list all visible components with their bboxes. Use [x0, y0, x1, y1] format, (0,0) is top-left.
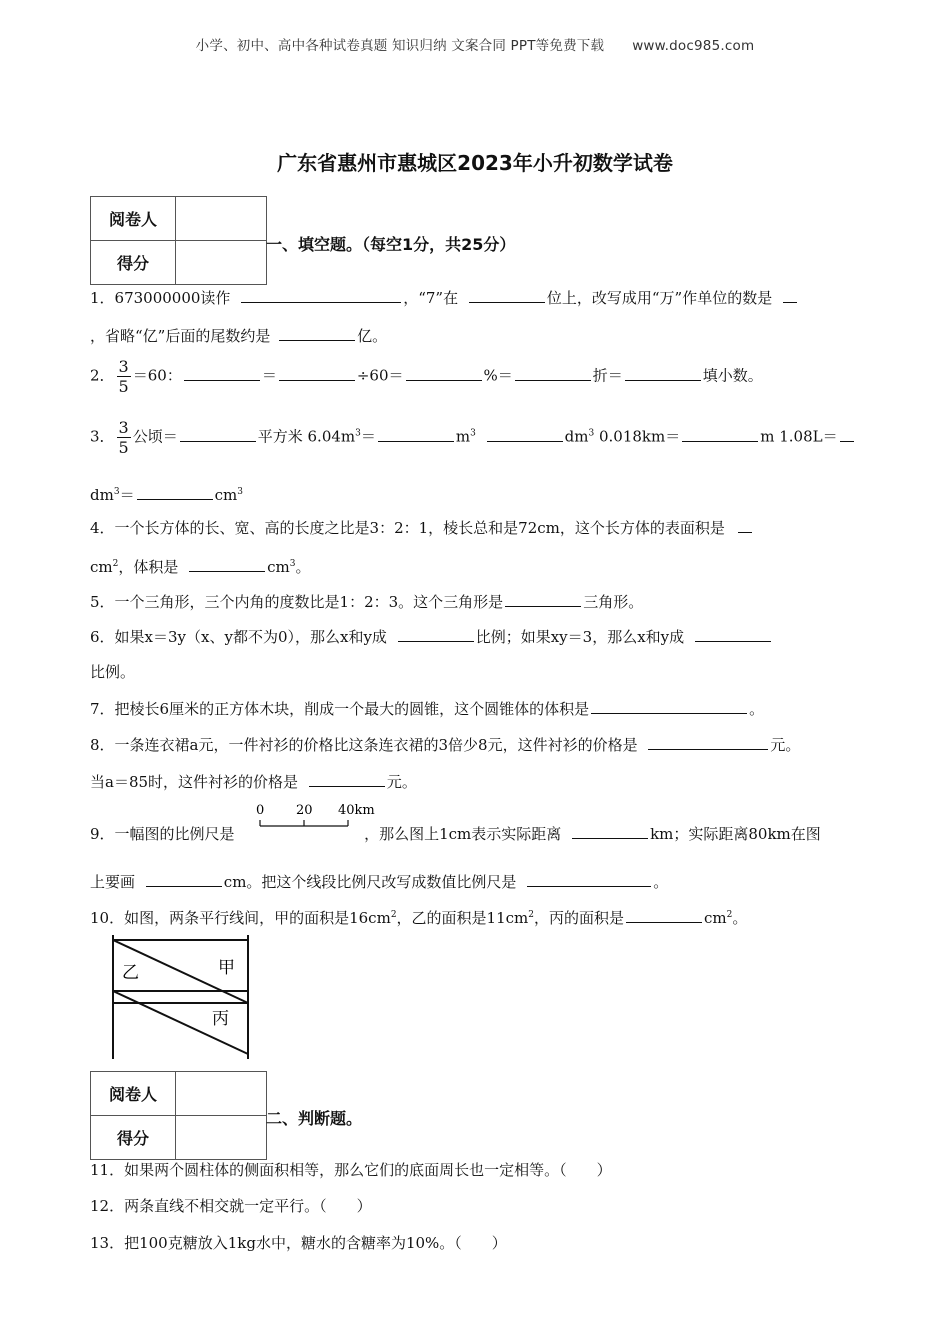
fig-label-bing: 丙	[212, 1009, 229, 1029]
fig-label-jia: 甲	[218, 958, 235, 978]
q2-fraction	[117, 357, 131, 396]
q6-text-b: 比例；如果xy＝3，那么x和y成	[475, 628, 685, 646]
q2-fraction-numerator: 3	[118, 357, 129, 376]
q9-text-c: km；实际距离80km在图	[650, 825, 821, 843]
q1-text-a: 1．673000000读作	[90, 289, 231, 307]
score-table-2	[90, 1071, 267, 1160]
q3-blank-4[interactable]	[682, 426, 758, 442]
q9-text-a: 9．一幅图的比例尺是	[90, 825, 235, 843]
section2-title: 二、判断题。	[266, 1109, 363, 1128]
q3-text-f: 0.018km＝	[594, 427, 681, 446]
q1-text-e: 亿。	[357, 327, 388, 345]
q2-fraction-denominator: 5	[118, 377, 129, 396]
q3-text-a: 公顷＝	[132, 427, 178, 446]
q10-sup-3: 2	[726, 910, 733, 920]
question-1-line1	[90, 287, 799, 308]
q3-sup-1: 3	[355, 428, 361, 439]
scale-label-40: 40km	[338, 803, 375, 818]
score-cell	[176, 241, 267, 285]
q3-blank-2[interactable]	[378, 426, 454, 442]
q8-text-b: 元。	[770, 736, 801, 754]
q4-text-c: ，体积是	[118, 558, 179, 576]
q2-text-d: %＝	[483, 366, 513, 385]
q2-blank-3[interactable]	[406, 365, 482, 381]
reviewer-label: 阅卷人	[91, 197, 176, 241]
q1-blank-1[interactable]	[241, 287, 401, 303]
q4-blank-1[interactable]	[738, 517, 752, 533]
q2-blank-1[interactable]	[184, 365, 260, 381]
q10-blank-1[interactable]	[626, 907, 702, 923]
q3-text-b: 平方米 6.04m	[257, 427, 356, 446]
q3-text-e: dm	[564, 427, 589, 446]
question-13: 13．把100克糖放入1kg水中，糖水的含糖率为10%。（ ）	[90, 1234, 507, 1252]
header-text: 小学、初中、高中各种试卷真题 知识归纳 文案合同 PPT等免费下载	[195, 38, 605, 54]
q4-blank-2[interactable]	[189, 556, 265, 572]
q6-blank-1[interactable]	[398, 626, 474, 642]
q8-blank-2[interactable]	[309, 771, 385, 787]
q3-number: 3．	[90, 427, 115, 446]
q6-text-a: 6．如果x＝3y（x、y都不为0），那么x和y成	[90, 628, 387, 646]
q8-text-a: 8．一条连衣裙a元，一件衬衫的价格比这条连衣裙的3倍少8元，这件衬衫的价格是	[90, 736, 638, 754]
q2-blank-4[interactable]	[515, 365, 591, 381]
q9-text-b: ，那么图上1cm表示实际距离	[364, 825, 562, 843]
q3-fraction-denominator: 5	[118, 438, 129, 457]
q3-blank-5[interactable]	[840, 426, 854, 442]
section1-title: 一、填空题。（每空1分，共25分）	[266, 235, 516, 254]
question-6-line2	[90, 662, 135, 682]
question-8-line1	[90, 734, 800, 755]
question-3-line2	[90, 482, 243, 505]
score-cell-2	[176, 1116, 267, 1160]
q3-fraction	[117, 418, 131, 457]
question-6-line1	[90, 626, 773, 647]
scale-label-20: 20	[296, 803, 313, 818]
q2-number: 2．	[90, 366, 115, 385]
question-1-line2	[90, 325, 387, 346]
reviewer-cell-2	[176, 1072, 267, 1116]
q8-blank-1[interactable]	[648, 734, 768, 750]
question-10	[90, 905, 747, 928]
q1-text-d: ，省略“亿”后面的尾数约是	[90, 327, 271, 345]
question-9-line2	[90, 871, 668, 892]
question-5	[90, 591, 643, 612]
q4-sup-1: 2	[112, 559, 119, 569]
q3-sup-5: 3	[237, 487, 243, 497]
q9-scale-bar	[255, 800, 385, 834]
question-9-line1	[90, 819, 821, 844]
q3-blank-6[interactable]	[137, 484, 213, 500]
q1-text-b: ，“7”在	[403, 289, 459, 307]
header-site: www.doc985.com	[632, 38, 755, 54]
q4-text-b: cm	[90, 558, 113, 576]
q3-text-g: m 1.08L＝	[760, 427, 838, 446]
q10-figure	[108, 935, 256, 1061]
q10-sup-2: 2	[528, 910, 534, 920]
score-label: 得分	[91, 241, 176, 285]
q3-text-c: ＝	[360, 427, 376, 446]
q6-blank-2[interactable]	[695, 626, 771, 642]
q5-blank-1[interactable]	[505, 591, 581, 607]
question-4-line2: $cm^2$，体积是 $cm^3$。	[90, 558, 311, 576]
q8-text-d: 元。	[386, 773, 417, 791]
scale-label-0: 0	[256, 803, 265, 818]
q4-text-e: 。	[295, 558, 311, 576]
q1-blank-2[interactable]	[469, 287, 545, 303]
q9-blank-1[interactable]	[572, 823, 648, 839]
q2-blank-5[interactable]	[625, 365, 701, 381]
question-4-line1	[90, 517, 754, 538]
q7-blank-1[interactable]	[591, 698, 747, 714]
q5-text-b: 三角形。	[583, 593, 644, 611]
q1-blank-3[interactable]	[783, 287, 797, 303]
q7-text-b: 。	[749, 700, 765, 718]
q9-blank-2[interactable]	[146, 871, 222, 887]
question-12: 12．两条直线不相交就一定平行。（ ）	[90, 1197, 372, 1215]
q3-text-j: cm	[214, 486, 238, 504]
q10-text-b: ，乙的面积是11cm	[396, 909, 529, 927]
q10-text-e: 。	[732, 909, 748, 927]
q6-text-c: 比例。	[90, 663, 136, 681]
q3-text-h: dm	[90, 486, 114, 504]
q9-text-e: cm。把这个线段比例尺改写成数值比例尺是	[223, 873, 517, 891]
score-label-2: 得分	[91, 1116, 176, 1160]
q8-text-c: 当a＝85时，这件衬衫的价格是	[90, 773, 299, 791]
q4-text-d: cm	[267, 558, 290, 576]
q10-text-d: cm	[704, 909, 727, 927]
score-table-1	[90, 196, 267, 285]
question-11: 11．如果两个圆柱体的侧面积相等，那么它们的底面周长也一定相等。（ ）	[90, 1161, 612, 1179]
q10-sup-1: 2	[390, 910, 397, 920]
q3-fraction-numerator: 3	[118, 418, 129, 437]
q9-blank-3[interactable]	[527, 871, 651, 887]
q2-text-f: 填小数。	[702, 366, 763, 385]
q2-blank-2[interactable]	[279, 365, 355, 381]
q2-text-e: 折＝	[592, 366, 623, 385]
q2-text-b: ＝	[261, 366, 277, 385]
q3-sup-4: 3	[113, 487, 120, 497]
q3-sup-3: 3	[588, 428, 595, 439]
reviewer-label-2: 阅卷人	[91, 1072, 176, 1116]
q10-text-c: ，丙的面积是	[534, 909, 625, 927]
fig-label-yi: 乙	[122, 963, 139, 983]
q2-text-c: ÷60＝	[356, 366, 404, 385]
q5-text-a: 5．一个三角形，三个内角的度数比是1：2：3。这个三角形是	[90, 593, 504, 611]
q9-text-f: 。	[653, 873, 669, 891]
page-title: 广东省惠州市惠城区2023年小升初数学试卷	[277, 151, 673, 175]
q1-text-c: 位上，改写成用“万”作单位的数是	[546, 289, 773, 307]
question-2	[90, 357, 763, 396]
q10-text-a: 10．如图，两条平行线间，甲的面积是16cm	[90, 909, 391, 927]
q2-text-a: ＝60：	[132, 366, 182, 385]
q3-text-d: m	[455, 427, 471, 446]
q7-text-a: 7．把棱长6厘米的正方体木块，削成一个最大的圆锥，这个圆锥体的体积是	[90, 700, 590, 718]
q3-blank-3[interactable]	[487, 426, 563, 442]
question-8-line2	[90, 771, 417, 792]
question-3-line1	[90, 418, 856, 457]
q9-text-d: 上要画	[90, 873, 136, 891]
q4-text-a: 4．一个长方体的长、宽、高的长度之比是3：2：1，棱长总和是72cm，这个长方体的表面积是	[90, 519, 725, 537]
q3-blank-1[interactable]	[180, 426, 256, 442]
q3-text-i: ＝	[119, 486, 135, 504]
question-7	[90, 698, 764, 719]
page-header	[0, 34, 950, 54]
q3-sup-2: 3	[470, 428, 476, 439]
q1-blank-4[interactable]	[279, 325, 355, 341]
reviewer-cell	[176, 197, 267, 241]
